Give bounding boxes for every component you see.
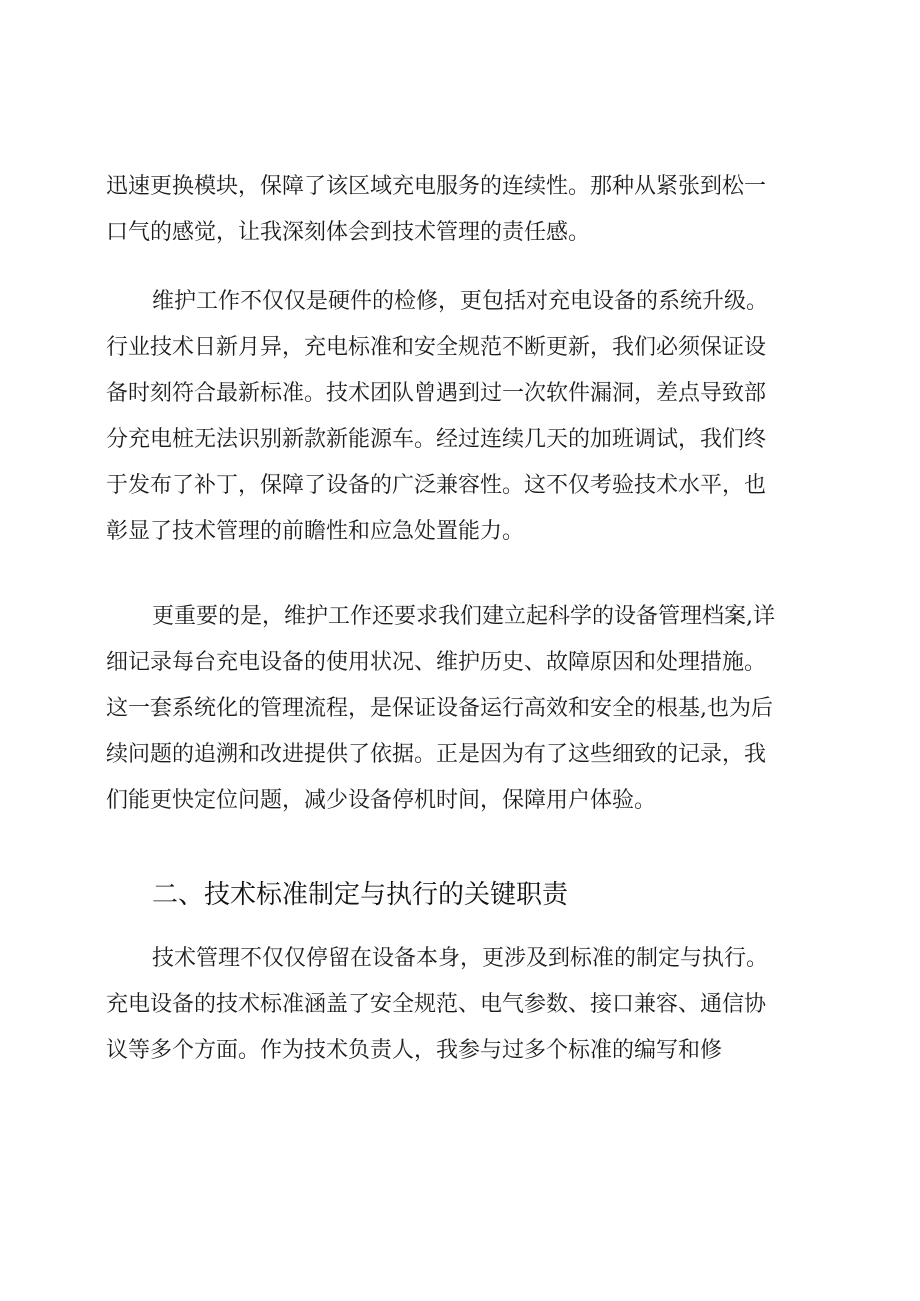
section-heading: 二、技术标准制定与执行的关键职责: [152, 880, 569, 910]
paragraph-line: 更重要的是，维护工作还要求我们建立起科学的设备管理档案,详: [152, 604, 775, 629]
paragraph-1: [106, 164, 806, 256]
paragraph-line: 充电设备的技术标准涵盖了安全规范、电气参数、接口兼容、通信协: [106, 992, 767, 1017]
paragraph-line: 技术管理不仅仅停留在设备本身，更涉及到标准的制定与执行。: [152, 946, 769, 971]
paragraph-4: [106, 936, 806, 1074]
paragraph-3: [106, 594, 806, 824]
paragraph-line: 口气的感觉，让我深刻体会到技术管理的责任感。: [106, 220, 591, 245]
paragraph-line: 行业技术日新月异，充电标准和安全规范不断更新，我们必须保证设: [106, 335, 767, 360]
paragraph-line: 备时刻符合最新标准。技术团队曾遇到过一次软件漏洞，差点导致部: [106, 381, 767, 406]
paragraph-2: [106, 279, 806, 555]
paragraph-line: 这一套系统化的管理流程，是保证设备运行高效和安全的根基,也为后: [106, 696, 773, 721]
paragraph-line: 彰显了技术管理的前瞻性和应急处置能力。: [106, 519, 525, 544]
paragraph-line: 议等多个方面。作为技术负责人，我参与过多个标准的编写和修: [106, 1038, 723, 1063]
paragraph-line: 细记录每台充电设备的使用状况、维护历史、故障原因和处理措施。: [106, 650, 767, 675]
paragraph-line: 续问题的追溯和改进提供了依据。正是因为有了这些细致的记录，我: [106, 742, 767, 767]
paragraph-line: 维护工作不仅仅是硬件的检修，更包括对充电设备的系统升级。: [152, 289, 769, 314]
paragraph-line: 于发布了补丁，保障了设备的广泛兼容性。这不仅考验技术水平，也: [106, 473, 767, 498]
paragraph-line: 们能更快定位问题，减少设备停机时间，保障用户体验。: [106, 788, 657, 813]
paragraph-line: 迅速更换模块，保障了该区域充电服务的连续性。那种从紧张到松一: [106, 174, 767, 199]
paragraph-line: 分充电桩无法识别新款新能源车。经过连续几天的加班调试，我们终: [106, 427, 767, 452]
